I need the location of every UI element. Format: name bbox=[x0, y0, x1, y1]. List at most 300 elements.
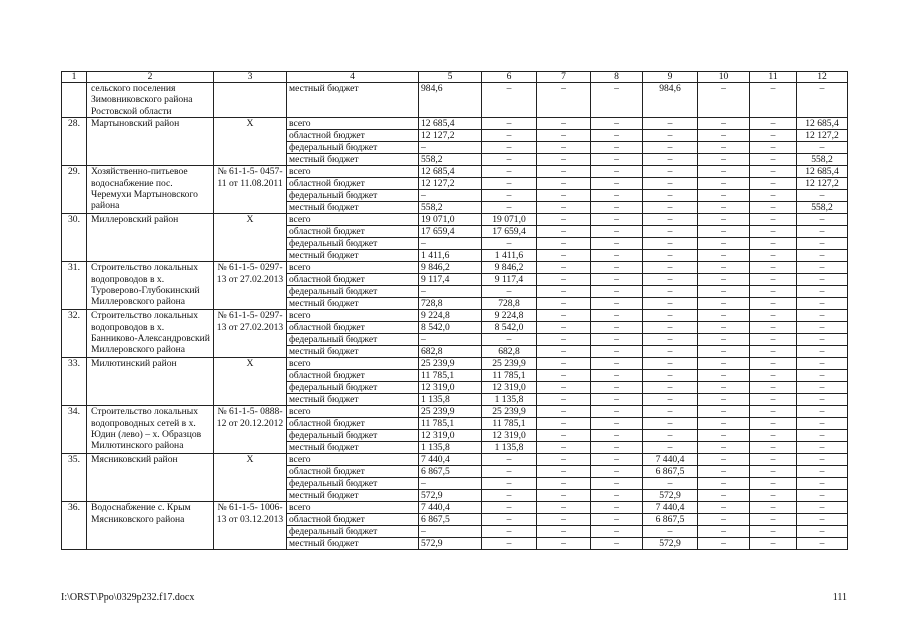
value-cell: 12 319,0 bbox=[482, 382, 537, 394]
value-cell: – bbox=[698, 466, 750, 478]
value-cell: – bbox=[698, 166, 750, 178]
value-cell: – bbox=[643, 286, 698, 298]
value-cell: – bbox=[797, 83, 848, 118]
value-cell: – bbox=[643, 406, 698, 418]
value-cell: – bbox=[643, 322, 698, 334]
row-number bbox=[62, 83, 87, 118]
value-cell: – bbox=[643, 250, 698, 262]
budget-type: всего bbox=[287, 118, 419, 130]
value-cell: – bbox=[591, 298, 643, 310]
value-cell: – bbox=[537, 334, 591, 346]
value-cell: – bbox=[698, 286, 750, 298]
value-cell: – bbox=[537, 262, 591, 274]
document-ref: Х bbox=[214, 454, 287, 502]
value-cell: 558,2 bbox=[797, 154, 848, 166]
value-cell: – bbox=[591, 214, 643, 226]
col-header: 5 bbox=[419, 72, 482, 83]
value-cell: – bbox=[750, 250, 797, 262]
value-cell: 6 867,5 bbox=[643, 466, 698, 478]
value-cell: 12 319,0 bbox=[482, 430, 537, 442]
value-cell: – bbox=[591, 310, 643, 322]
value-cell: 6 867,5 bbox=[419, 466, 482, 478]
value-cell: – bbox=[482, 334, 537, 346]
value-cell: – bbox=[750, 418, 797, 430]
value-cell: – bbox=[698, 454, 750, 466]
value-cell: – bbox=[698, 262, 750, 274]
value-cell: – bbox=[750, 334, 797, 346]
value-cell: 25 239,9 bbox=[419, 406, 482, 418]
value-cell: – bbox=[698, 274, 750, 286]
value-cell: – bbox=[698, 250, 750, 262]
value-cell: – bbox=[482, 202, 537, 214]
value-cell: – bbox=[797, 514, 848, 526]
budget-type: местный бюджет bbox=[287, 346, 419, 358]
value-cell: – bbox=[797, 310, 848, 322]
value-cell: – bbox=[797, 382, 848, 394]
table-row bbox=[62, 358, 848, 370]
object-name: Строительство локальных водопроводов в х. Банниково-Александровский Миллеровского района bbox=[87, 310, 214, 358]
value-cell: – bbox=[482, 490, 537, 502]
value-cell: – bbox=[537, 166, 591, 178]
value-cell: – bbox=[591, 430, 643, 442]
object-name: Строительство локальных водопроводных сетей в х. Юдин (лево) – х. Образцов Милютинского района bbox=[87, 406, 214, 454]
value-cell: – bbox=[537, 298, 591, 310]
value-cell: – bbox=[698, 226, 750, 238]
value-cell: – bbox=[643, 178, 698, 190]
value-cell: – bbox=[643, 298, 698, 310]
value-cell: – bbox=[591, 286, 643, 298]
budget-type: всего bbox=[287, 214, 419, 226]
value-cell: – bbox=[643, 226, 698, 238]
value-cell: – bbox=[643, 478, 698, 490]
value-cell: – bbox=[797, 322, 848, 334]
value-cell: – bbox=[537, 346, 591, 358]
value-cell: 12 685,4 bbox=[419, 166, 482, 178]
value-cell: – bbox=[482, 526, 537, 538]
value-cell: – bbox=[591, 478, 643, 490]
value-cell: – bbox=[537, 274, 591, 286]
value-cell: 728,8 bbox=[419, 298, 482, 310]
value-cell: – bbox=[797, 466, 848, 478]
budget-type: федеральный бюджет bbox=[287, 478, 419, 490]
budget-type: федеральный бюджет bbox=[287, 142, 419, 154]
budget-type: местный бюджет bbox=[287, 202, 419, 214]
table-row bbox=[62, 214, 848, 226]
value-cell: 11 785,1 bbox=[419, 370, 482, 382]
value-cell: – bbox=[537, 130, 591, 142]
value-cell: 7 440,4 bbox=[643, 502, 698, 514]
value-cell: – bbox=[698, 514, 750, 526]
value-cell: – bbox=[750, 514, 797, 526]
value-cell: – bbox=[419, 526, 482, 538]
value-cell: – bbox=[591, 418, 643, 430]
value-cell: – bbox=[750, 190, 797, 202]
value-cell: 12 127,2 bbox=[797, 130, 848, 142]
value-cell: – bbox=[643, 418, 698, 430]
value-cell: – bbox=[643, 382, 698, 394]
value-cell: – bbox=[797, 478, 848, 490]
value-cell: – bbox=[797, 346, 848, 358]
value-cell: 6 867,5 bbox=[643, 514, 698, 526]
value-cell: – bbox=[797, 334, 848, 346]
value-cell: – bbox=[750, 274, 797, 286]
value-cell: 9 117,4 bbox=[482, 274, 537, 286]
value-cell: 12 319,0 bbox=[419, 382, 482, 394]
value-cell: – bbox=[750, 526, 797, 538]
value-cell: – bbox=[643, 142, 698, 154]
value-cell: 25 239,9 bbox=[482, 358, 537, 370]
budget-type: областной бюджет bbox=[287, 418, 419, 430]
value-cell: – bbox=[537, 322, 591, 334]
value-cell: – bbox=[698, 190, 750, 202]
value-cell: – bbox=[750, 538, 797, 550]
value-cell: – bbox=[797, 538, 848, 550]
value-cell: – bbox=[698, 142, 750, 154]
value-cell: – bbox=[591, 83, 643, 118]
value-cell: – bbox=[750, 370, 797, 382]
value-cell: – bbox=[643, 118, 698, 130]
col-header: 1 bbox=[62, 72, 87, 83]
row-number: 31. bbox=[62, 262, 87, 310]
value-cell: – bbox=[537, 406, 591, 418]
row-number: 35. bbox=[62, 454, 87, 502]
budget-type: областной бюджет bbox=[287, 130, 419, 142]
value-cell: – bbox=[698, 442, 750, 454]
value-cell: – bbox=[482, 166, 537, 178]
value-cell: 1 411,6 bbox=[419, 250, 482, 262]
value-cell: – bbox=[537, 442, 591, 454]
table-row bbox=[62, 118, 848, 130]
value-cell: – bbox=[482, 118, 537, 130]
object-name: Мартыновский район bbox=[87, 118, 214, 166]
object-name: Милютинский район bbox=[87, 358, 214, 406]
value-cell: 6 867,5 bbox=[419, 514, 482, 526]
value-cell: – bbox=[750, 490, 797, 502]
value-cell: – bbox=[537, 382, 591, 394]
table-row bbox=[62, 262, 848, 274]
value-cell: – bbox=[537, 83, 591, 118]
value-cell: 572,9 bbox=[643, 490, 698, 502]
value-cell: – bbox=[591, 166, 643, 178]
budget-type: областной бюджет bbox=[287, 322, 419, 334]
value-cell: – bbox=[482, 142, 537, 154]
value-cell: – bbox=[750, 83, 797, 118]
value-cell: – bbox=[698, 214, 750, 226]
value-cell: – bbox=[698, 178, 750, 190]
value-cell: – bbox=[797, 274, 848, 286]
value-cell: – bbox=[797, 442, 848, 454]
object-name: Хозяйственно-питьевое водоснабжение пос. Черемухи Мартыновского района bbox=[87, 166, 214, 214]
value-cell: 7 440,4 bbox=[419, 502, 482, 514]
value-cell: – bbox=[537, 286, 591, 298]
value-cell: – bbox=[750, 178, 797, 190]
value-cell: – bbox=[797, 262, 848, 274]
document-ref: № 61-1-5- 0297-13 от 27.02.2013 bbox=[214, 262, 287, 310]
value-cell: – bbox=[643, 166, 698, 178]
value-cell: – bbox=[750, 226, 797, 238]
value-cell: – bbox=[482, 454, 537, 466]
budget-type: всего bbox=[287, 166, 419, 178]
value-cell: – bbox=[643, 310, 698, 322]
budget-table bbox=[61, 71, 848, 550]
value-cell: 17 659,4 bbox=[419, 226, 482, 238]
value-cell: – bbox=[750, 238, 797, 250]
value-cell: – bbox=[797, 298, 848, 310]
value-cell: – bbox=[537, 214, 591, 226]
document-ref: Х bbox=[214, 214, 287, 262]
value-cell: – bbox=[750, 478, 797, 490]
value-cell: – bbox=[591, 250, 643, 262]
value-cell: – bbox=[797, 502, 848, 514]
value-cell: – bbox=[591, 178, 643, 190]
value-cell: 11 785,1 bbox=[419, 418, 482, 430]
value-cell: 11 785,1 bbox=[482, 418, 537, 430]
value-cell: – bbox=[482, 514, 537, 526]
value-cell: 8 542,0 bbox=[482, 322, 537, 334]
value-cell: – bbox=[750, 454, 797, 466]
budget-type: местный бюджет bbox=[287, 298, 419, 310]
budget-type: областной бюджет bbox=[287, 370, 419, 382]
value-cell: – bbox=[482, 538, 537, 550]
value-cell: 1 135,8 bbox=[419, 394, 482, 406]
document-ref: № 61-1-5- 0888-12 от 20.12.2012 bbox=[214, 406, 287, 454]
value-cell: 9 224,8 bbox=[419, 310, 482, 322]
budget-type: федеральный бюджет bbox=[287, 430, 419, 442]
value-cell: – bbox=[797, 250, 848, 262]
header-row bbox=[62, 72, 848, 83]
value-cell: – bbox=[698, 382, 750, 394]
value-cell: 1 411,6 bbox=[482, 250, 537, 262]
col-header: 10 bbox=[698, 72, 750, 83]
object-name: Водоснабжение с. Крым Мясниковского района bbox=[87, 502, 214, 550]
value-cell: – bbox=[591, 370, 643, 382]
budget-type: федеральный бюджет bbox=[287, 334, 419, 346]
value-cell: – bbox=[698, 406, 750, 418]
value-cell: – bbox=[797, 454, 848, 466]
value-cell: – bbox=[698, 526, 750, 538]
value-cell: – bbox=[482, 286, 537, 298]
value-cell: 8 542,0 bbox=[419, 322, 482, 334]
value-cell: 984,6 bbox=[419, 83, 482, 118]
value-cell: 9 846,2 bbox=[419, 262, 482, 274]
value-cell: – bbox=[750, 130, 797, 142]
value-cell: – bbox=[643, 346, 698, 358]
budget-type: местный бюджет bbox=[287, 83, 419, 118]
budget-type: федеральный бюджет bbox=[287, 190, 419, 202]
value-cell: – bbox=[698, 130, 750, 142]
object-name: Строительство локальных водопроводов в х. Туроверово-Глубокинский Миллеровского района bbox=[87, 262, 214, 310]
value-cell: – bbox=[537, 478, 591, 490]
value-cell: – bbox=[591, 514, 643, 526]
value-cell: – bbox=[643, 394, 698, 406]
value-cell: – bbox=[750, 322, 797, 334]
value-cell: 12 127,2 bbox=[419, 178, 482, 190]
value-cell: 1 135,8 bbox=[419, 442, 482, 454]
object-name: Мясниковский район bbox=[87, 454, 214, 502]
value-cell: – bbox=[750, 502, 797, 514]
value-cell: – bbox=[482, 178, 537, 190]
value-cell: – bbox=[643, 358, 698, 370]
value-cell: – bbox=[698, 238, 750, 250]
value-cell: 9 117,4 bbox=[419, 274, 482, 286]
row-number: 28. bbox=[62, 118, 87, 166]
value-cell: – bbox=[537, 514, 591, 526]
value-cell: – bbox=[537, 502, 591, 514]
value-cell: 572,9 bbox=[643, 538, 698, 550]
value-cell: 572,9 bbox=[419, 538, 482, 550]
budget-type: местный бюджет bbox=[287, 442, 419, 454]
value-cell: – bbox=[698, 310, 750, 322]
value-cell: – bbox=[698, 358, 750, 370]
value-cell: 25 239,9 bbox=[419, 358, 482, 370]
col-header: 6 bbox=[482, 72, 537, 83]
value-cell: – bbox=[591, 190, 643, 202]
value-cell: – bbox=[698, 322, 750, 334]
value-cell: – bbox=[591, 226, 643, 238]
value-cell: 9 846,2 bbox=[482, 262, 537, 274]
value-cell: – bbox=[643, 190, 698, 202]
value-cell: – bbox=[797, 406, 848, 418]
value-cell: – bbox=[643, 202, 698, 214]
budget-type: всего bbox=[287, 310, 419, 322]
col-header: 11 bbox=[750, 72, 797, 83]
value-cell: – bbox=[419, 286, 482, 298]
value-cell: – bbox=[797, 358, 848, 370]
value-cell: – bbox=[698, 298, 750, 310]
value-cell: – bbox=[482, 502, 537, 514]
value-cell: – bbox=[419, 478, 482, 490]
value-cell: – bbox=[797, 286, 848, 298]
value-cell: – bbox=[482, 190, 537, 202]
col-header: 8 bbox=[591, 72, 643, 83]
value-cell: – bbox=[750, 202, 797, 214]
value-cell: – bbox=[591, 406, 643, 418]
col-header: 4 bbox=[287, 72, 419, 83]
table-row bbox=[62, 166, 848, 178]
table-row bbox=[62, 502, 848, 514]
value-cell: – bbox=[797, 526, 848, 538]
value-cell: – bbox=[537, 394, 591, 406]
budget-type: всего bbox=[287, 358, 419, 370]
value-cell: – bbox=[797, 394, 848, 406]
value-cell: – bbox=[591, 118, 643, 130]
value-cell: 558,2 bbox=[419, 202, 482, 214]
value-cell: 12 685,4 bbox=[419, 118, 482, 130]
value-cell: – bbox=[591, 202, 643, 214]
document-ref: № 61-1-5- 1006-13 от 03.12.2013 bbox=[214, 502, 287, 550]
value-cell: – bbox=[750, 406, 797, 418]
value-cell: – bbox=[698, 118, 750, 130]
value-cell: – bbox=[643, 130, 698, 142]
document-ref bbox=[214, 83, 287, 118]
budget-type: областной бюджет bbox=[287, 466, 419, 478]
row-number: 34. bbox=[62, 406, 87, 454]
document-ref: № 61-1-5- 0457-11 от 11.08.2011 bbox=[214, 166, 287, 214]
value-cell: – bbox=[591, 130, 643, 142]
value-cell: – bbox=[482, 83, 537, 118]
value-cell: – bbox=[797, 490, 848, 502]
value-cell: – bbox=[537, 178, 591, 190]
value-cell: – bbox=[698, 502, 750, 514]
value-cell: – bbox=[537, 430, 591, 442]
value-cell: – bbox=[419, 142, 482, 154]
value-cell: – bbox=[591, 466, 643, 478]
value-cell: – bbox=[698, 538, 750, 550]
table-row bbox=[62, 454, 848, 466]
value-cell: – bbox=[750, 286, 797, 298]
value-cell: – bbox=[537, 466, 591, 478]
value-cell: – bbox=[591, 526, 643, 538]
value-cell: – bbox=[482, 478, 537, 490]
value-cell: – bbox=[750, 382, 797, 394]
footer-page-number: 111 bbox=[832, 592, 847, 603]
value-cell: – bbox=[537, 358, 591, 370]
value-cell: – bbox=[537, 250, 591, 262]
value-cell: – bbox=[591, 382, 643, 394]
value-cell: 17 659,4 bbox=[482, 226, 537, 238]
value-cell: – bbox=[419, 238, 482, 250]
value-cell: – bbox=[643, 334, 698, 346]
value-cell: – bbox=[750, 310, 797, 322]
value-cell: – bbox=[698, 346, 750, 358]
value-cell: – bbox=[537, 190, 591, 202]
value-cell: – bbox=[591, 358, 643, 370]
value-cell: – bbox=[591, 274, 643, 286]
value-cell: – bbox=[643, 154, 698, 166]
value-cell: – bbox=[750, 466, 797, 478]
value-cell: – bbox=[643, 238, 698, 250]
value-cell: – bbox=[482, 154, 537, 166]
value-cell: – bbox=[537, 238, 591, 250]
budget-type: всего bbox=[287, 406, 419, 418]
value-cell: – bbox=[591, 262, 643, 274]
value-cell: 558,2 bbox=[419, 154, 482, 166]
budget-type: областной бюджет bbox=[287, 226, 419, 238]
value-cell: – bbox=[591, 502, 643, 514]
value-cell: 12 319,0 bbox=[419, 430, 482, 442]
value-cell: – bbox=[797, 370, 848, 382]
value-cell: – bbox=[698, 83, 750, 118]
value-cell: 9 224,8 bbox=[482, 310, 537, 322]
table-row bbox=[62, 83, 848, 118]
col-header: 7 bbox=[537, 72, 591, 83]
value-cell: 1 135,8 bbox=[482, 394, 537, 406]
value-cell: – bbox=[537, 226, 591, 238]
row-number: 30. bbox=[62, 214, 87, 262]
value-cell: – bbox=[591, 490, 643, 502]
value-cell: 728,8 bbox=[482, 298, 537, 310]
budget-type: всего bbox=[287, 262, 419, 274]
value-cell: – bbox=[750, 142, 797, 154]
value-cell: 11 785,1 bbox=[482, 370, 537, 382]
value-cell: – bbox=[591, 238, 643, 250]
value-cell: 682,8 bbox=[419, 346, 482, 358]
value-cell: – bbox=[591, 442, 643, 454]
value-cell: – bbox=[750, 298, 797, 310]
budget-type: областной бюджет bbox=[287, 274, 419, 286]
value-cell: – bbox=[698, 430, 750, 442]
table-row bbox=[62, 406, 848, 418]
value-cell: – bbox=[537, 118, 591, 130]
row-number: 36. bbox=[62, 502, 87, 550]
value-cell: – bbox=[482, 130, 537, 142]
value-cell: – bbox=[750, 358, 797, 370]
budget-type: местный бюджет bbox=[287, 394, 419, 406]
value-cell: 12 685,4 bbox=[797, 166, 848, 178]
budget-type: всего bbox=[287, 502, 419, 514]
col-header: 12 bbox=[797, 72, 848, 83]
value-cell: – bbox=[537, 142, 591, 154]
